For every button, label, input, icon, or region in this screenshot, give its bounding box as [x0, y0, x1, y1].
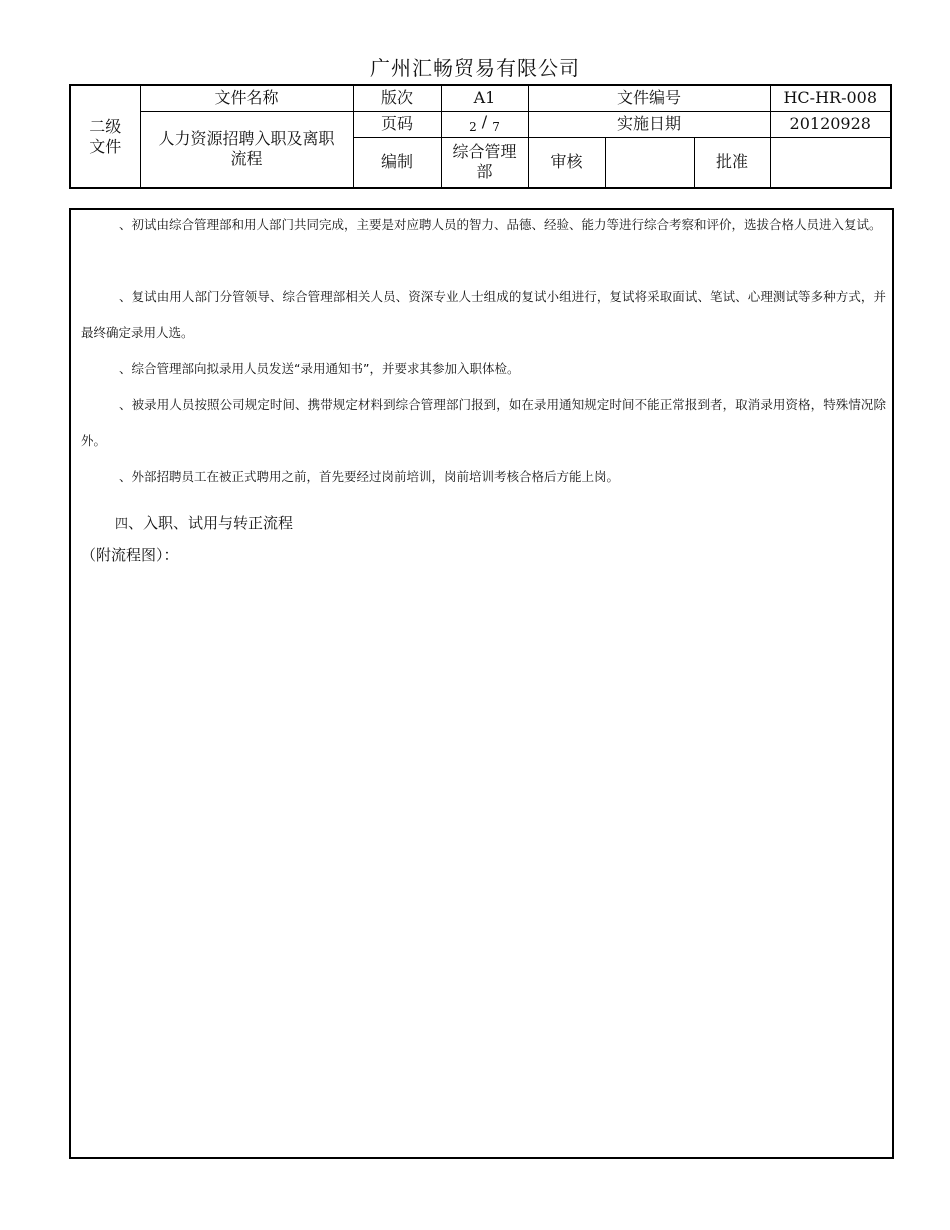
doc-no-value: HC-HR-008 [770, 85, 891, 111]
paragraph-3: 、综合管理部向拟录用人员发送“录用通知书”，并要求其参加入职体检。 [119, 361, 520, 376]
approve-value [770, 137, 891, 188]
paragraph-4: 、被录用人员按照公司规定时间、携带规定材料到综合管理部门报到，如在录用通知规定时间不能正常报到者，取消录用资格，特殊情况除外。 [81, 397, 886, 448]
doc-no-label: 文件编号 [528, 85, 770, 111]
document-header-table [69, 84, 892, 189]
review-label: 审核 [528, 137, 605, 188]
section-number: 四 [115, 517, 129, 532]
paragraph-2: 、复试由用人部门分管领导、综合管理部相关人员、资深专业人士组成的复试小组进行，复试将采取面试、笔试、心理测试等多种方式，并最终确定录用人选。 [81, 289, 886, 340]
section-heading [115, 512, 293, 533]
page-total: 7 [492, 119, 500, 134]
content-box [69, 208, 894, 1159]
paragraph-5: 、外部招聘员工在被正式聘用之前，首先要经过岗前培训，岗前培训考核合格后方能上岗。 [119, 469, 620, 484]
page-num: 2 [469, 119, 477, 134]
page-code [441, 111, 528, 137]
author-label: 编制 [353, 137, 441, 188]
section-title: 、入职、试用与转正流程 [128, 514, 294, 532]
approve-label: 批准 [694, 137, 770, 188]
author-value: 综合管理部 [441, 137, 528, 188]
flowchart-note: （附流程图）： [81, 546, 179, 564]
date-label: 实施日期 [528, 111, 770, 137]
version-value: A1 [441, 85, 528, 111]
doc-name-value: 人力资源招聘入职及离职流程 [140, 111, 353, 188]
company-name: 广州汇畅贸易有限公司 [370, 56, 580, 80]
doc-level: 二级 文件 [89, 116, 122, 156]
page-label: 页码 [353, 111, 441, 137]
page-sep: / [481, 111, 488, 131]
paragraph-1: 、初试由综合管理部和用人部门共同完成，主要是对应聘人员的智力、品德、经验、能力等进行综合考察和评价，选拔合格人员进入复试。 [119, 217, 882, 232]
doc-level-cell [70, 85, 140, 188]
date-value: 20120928 [770, 111, 891, 137]
review-value [605, 137, 694, 188]
version-label: 版次 [353, 85, 441, 111]
doc-name-label: 文件名称 [140, 85, 353, 111]
